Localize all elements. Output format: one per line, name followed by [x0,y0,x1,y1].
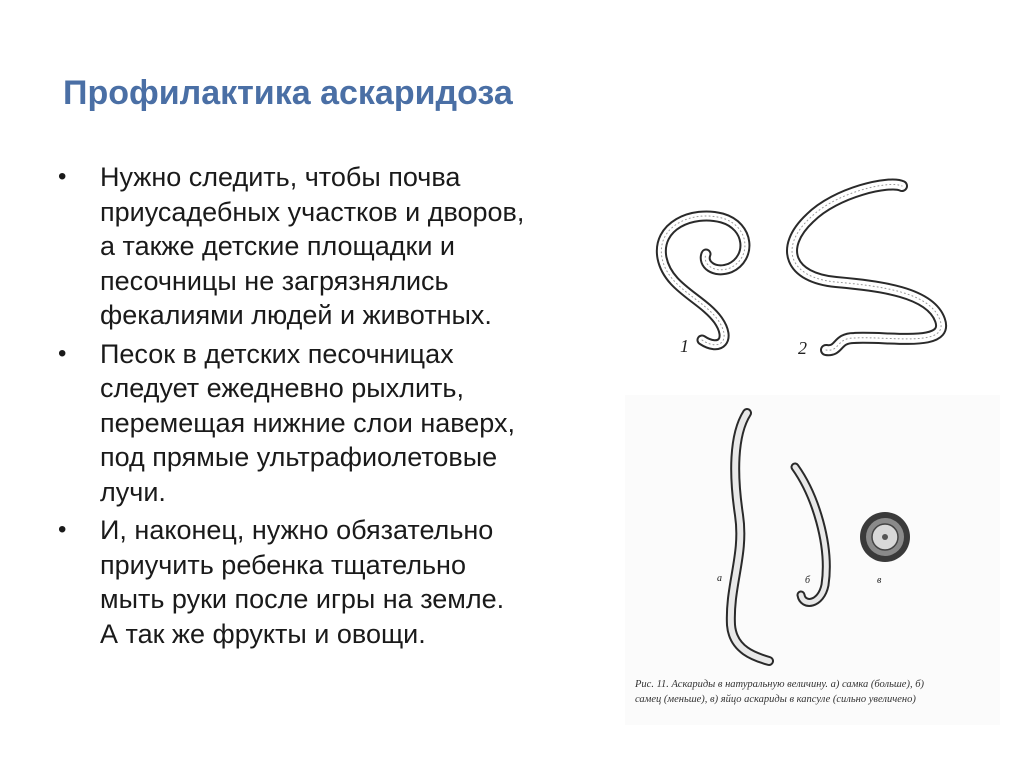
worm-2-drawing [792,184,941,350]
bullet-line: следует ежедневно рыхлить, [100,373,464,403]
bullet-list [58,160,618,655]
bullet-line: мыть руки после игры на земле. [100,584,505,614]
worm-1-drawing [661,216,745,345]
male-worm-drawing [795,467,826,602]
male-worm-label: б [805,575,811,586]
bullet-line: приусадебных участков и дворов, [100,196,525,227]
bullet-line: а также детские площадки и [100,231,455,261]
female-worm-drawing [731,413,769,661]
bullet-line: фекалиями людей и животных. [100,300,492,330]
caption-line: самец (меньше), в) яйцо аскариды в капсуле (сильно увеличено) [635,694,916,705]
bullet-item [58,337,618,510]
ascaris-figure-bottom [625,395,1000,725]
worm-illustration-top [640,170,970,370]
worm-1-label: 1 [680,336,689,356]
bullet-item [58,513,618,651]
bullet-line: А так же фрукты и овощи. [100,618,426,649]
egg-drawing [860,512,910,562]
caption-line: Рис. 11. Аскариды в натуральную величину. а) самка (больше), б) [635,679,924,690]
bullet-line: лучи. [100,476,166,507]
bullet-line: перемещая нижние слои наверх, [100,407,516,438]
slide-title: Профилактика аскаридоза [63,74,513,112]
worm-2-label: 2 [798,338,807,358]
bullet-line: под прямые ультрафиолетовые [100,442,498,472]
bullet-item [58,160,618,333]
bullet-marker: • [58,516,67,543]
female-worm-label: а [717,573,722,584]
bullet-marker: • [58,163,67,190]
bullet-line: И, наконец, нужно обязательно [100,515,494,545]
bullet-line: Песок в детских песочницах [100,338,454,369]
bullet-line: песочницы не загрязнялись [100,265,449,296]
bullet-marker: • [58,339,67,367]
bullet-line: Нужно следить, чтобы почва [100,162,461,192]
egg-label: в [877,575,882,586]
bullet-line: приучить ребенка тщательно [100,549,466,580]
figure-caption [635,677,990,707]
